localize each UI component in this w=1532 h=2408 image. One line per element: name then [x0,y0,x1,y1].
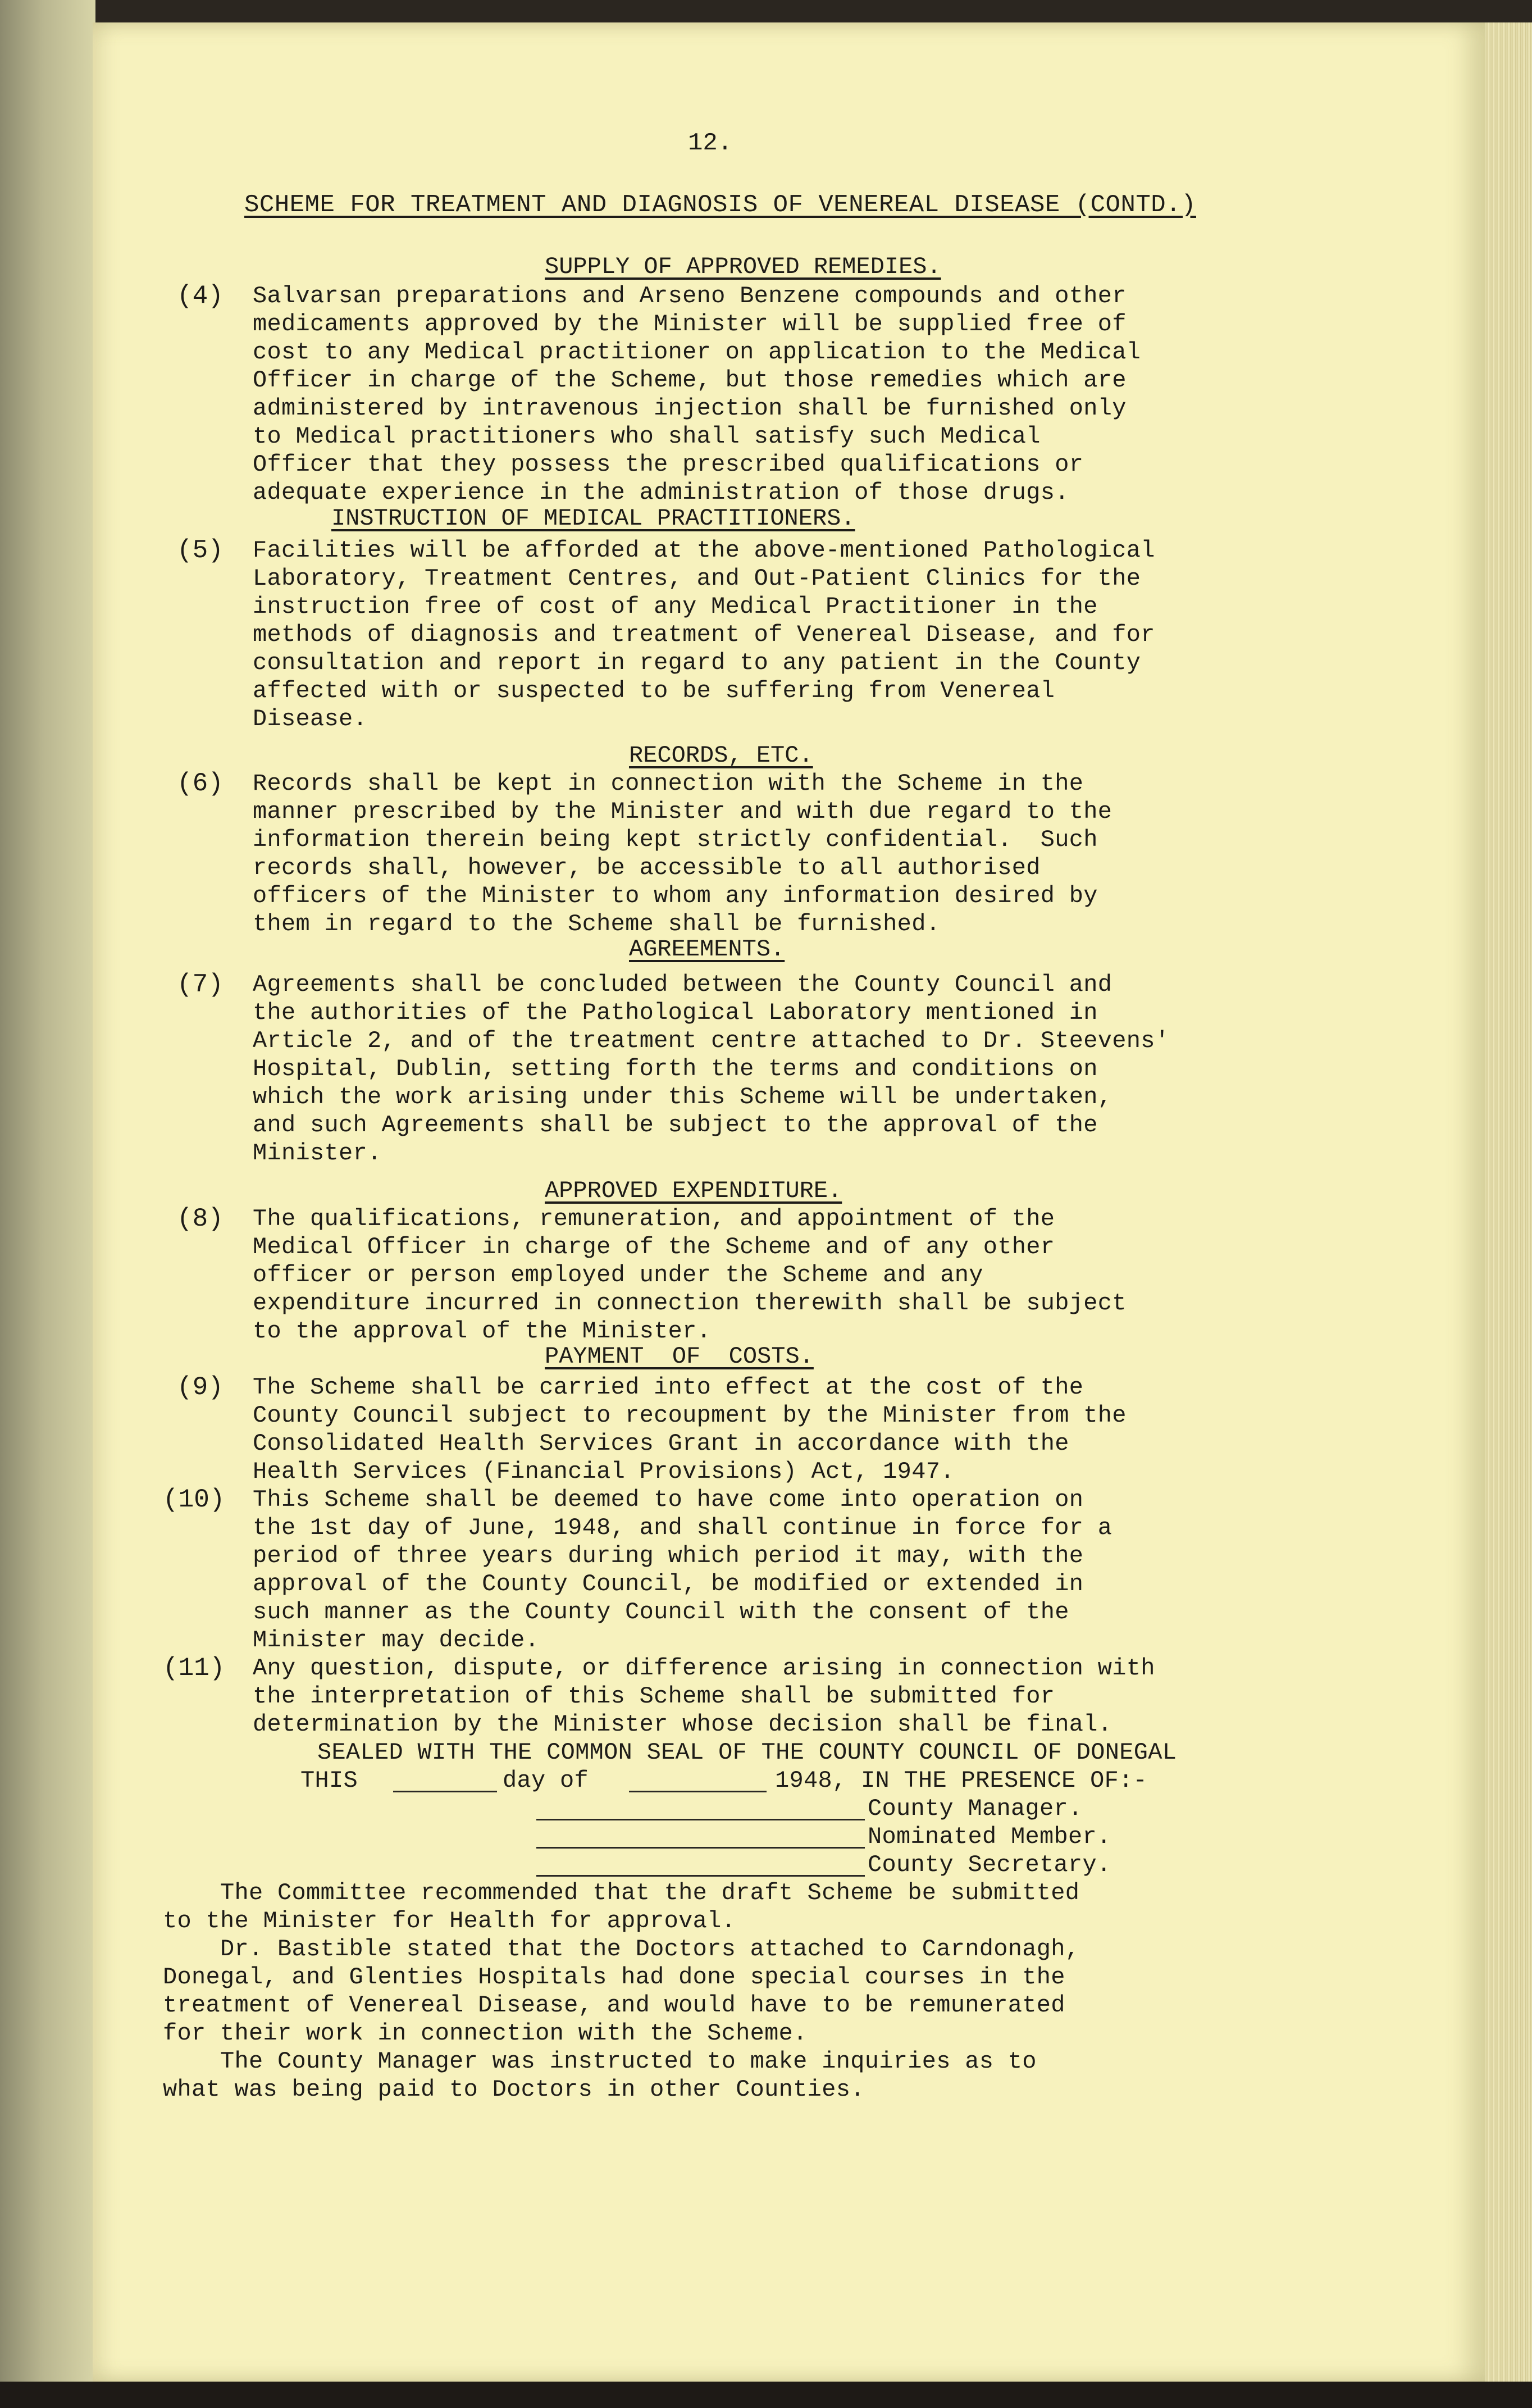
text-line: the interpretation of this Scheme shall be submitted for [253,1683,1055,1710]
blank-month [629,1791,767,1792]
section-number-4: (4) [177,281,224,311]
text-line: manner prescribed by the Minister and with due regard to the [253,798,1112,825]
closing-line: Donegal, and Glenties Hospitals had done special courses in the [163,1964,1065,1991]
text-line: Any question, dispute, or difference arising in connection with [253,1655,1155,1682]
text-line: and such Agreements shall be subject to the approval of the [253,1112,1098,1139]
text-line: expenditure incurred in connection therewith shall be subject [253,1290,1127,1317]
section-heading-records: RECORDS, ETC. [629,742,813,769]
signature-member-label: Nominated Member. [868,1823,1111,1850]
seal-line: SEALED WITH THE COMMON SEAL OF THE COUNTY COUNCIL OF DONEGAL [317,1739,1177,1766]
text-line: This Scheme shall be deemed to have come into operation on [253,1486,1084,1513]
document-page [93,22,1485,2382]
text-line: which the work arising under this Scheme will be undertaken, [253,1084,1112,1110]
text-line: Health Services (Financial Provisions) Act, 1947. [253,1458,955,1485]
text-line: affected with or suspected to be suffering from Venereal [253,677,1055,704]
text-line: determination by the Minister whose decision shall be final. [253,1711,1112,1738]
closing-line: The Committee recommended that the draft Scheme be submitted [163,1879,1080,1906]
text-line: Officer in charge of the Scheme, but those remedies which are [253,367,1127,394]
section-number-11: (11) [163,1654,225,1683]
closing-line: for their work in connection with the Scheme. [163,2020,808,2047]
text-line: approval of the County Council, be modified or extended in [253,1571,1084,1597]
closing-line: Dr. Bastible stated that the Doctors attached to Carndonagh, [163,1936,1080,1963]
section-number-8: (8) [177,1204,224,1233]
text-line: records shall, however, be accessible to all authorised [253,854,1041,881]
text-line: medicaments approved by the Minister will be supplied free of [253,311,1127,338]
text-line: The qualifications, remuneration, and appointment of the [253,1205,1055,1232]
text-line: to Medical practitioners who shall satisfy such Medical [253,423,1041,450]
text-line: information therein being kept strictly confidential. Such [253,826,1098,853]
section-number-10: (10) [163,1485,225,1514]
section-number-5: (5) [177,536,224,565]
section-heading-instruction: INSTRUCTION OF MEDICAL PRACTITIONERS. [331,505,855,532]
seal-this: THIS [300,1767,358,1794]
seal-year-presence: 1948, IN THE PRESENCE OF:- [775,1767,1148,1794]
section-heading-payment: PAYMENT OF COSTS. [545,1343,814,1370]
closing-line: The County Manager was instructed to make inquiries as to [163,2048,1037,2075]
text-line: methods of diagnosis and treatment of Venereal Disease, and for [253,621,1155,648]
text-line: to the approval of the Minister. [253,1318,712,1345]
signature-line-member [536,1847,865,1849]
signature-line-secretary [536,1875,865,1877]
blank-day [393,1791,497,1792]
text-line: Article 2, and of the treatment centre attached to Dr. Steevens' [253,1027,1170,1054]
closing-line: treatment of Venereal Disease, and would have to be remunerated [163,1992,1065,2019]
book-binding-left [0,0,95,2408]
text-line: officer or person employed under the Scheme and any [253,1262,983,1289]
section-number-7: (7) [177,970,224,999]
text-line: Consolidated Health Services Grant in accordance with the [253,1430,1069,1457]
text-line: Hospital, Dublin, setting forth the terms and conditions on [253,1055,1098,1082]
text-line: Laboratory, Treatment Centres, and Out-Patient Clinics for the [253,565,1141,592]
signature-line-manager [536,1819,865,1820]
page-number: 12. [688,129,733,157]
text-line: Minister. [253,1140,382,1167]
page-title: SCHEME FOR TREATMENT AND DIAGNOSIS OF VENEREAL DISEASE (CONTD.) [244,191,1196,219]
text-line: consultation and report in regard to any patient in the County [253,649,1141,676]
section-number-6: (6) [177,769,224,798]
text-line: cost to any Medical practitioner on application to the Medical [253,339,1141,366]
book-page-edges [1485,22,1532,2393]
text-line: Records shall be kept in connection with the Scheme in the [253,770,1084,797]
text-line: Medical Officer in charge of the Scheme and of any other [253,1233,1055,1260]
signature-manager-label: County Manager. [868,1795,1083,1822]
text-line: administered by intravenous injection shall be furnished only [253,395,1127,422]
text-line: such manner as the County Council with the consent of the [253,1599,1069,1626]
section-heading-supply: SUPPLY OF APPROVED REMEDIES. [545,253,941,280]
text-line: The Scheme shall be carried into effect at the cost of the [253,1374,1084,1401]
text-line: period of three years during which period it may, with the [253,1542,1084,1569]
closing-line: to the Minister for Health for approval. [163,1908,736,1934]
text-line: Agreements shall be concluded between the County Council and [253,971,1112,998]
closing-line: what was being paid to Doctors in other Counties. [163,2076,865,2103]
section-heading-agreements: AGREEMENTS. [629,936,785,963]
text-line: adequate experience in the administration of those drugs. [253,479,1069,506]
text-line: County Council subject to recoupment by the Minister from the [253,1402,1127,1429]
text-line: instruction free of cost of any Medical Practitioner in the [253,593,1098,620]
text-line: them in regard to the Scheme shall be furnished. [253,911,941,937]
signature-secretary-label: County Secretary. [868,1851,1111,1878]
scan-bottom-edge [0,2382,1532,2408]
text-line: Salvarsan preparations and Arseno Benzene compounds and other [253,283,1127,309]
seal-day-of: day of [503,1767,589,1794]
text-line: Disease. [253,705,368,732]
section-number-9: (9) [177,1373,224,1402]
page-text [93,22,1485,2382]
text-line: Facilities will be afforded at the above-mentioned Pathological [253,537,1155,564]
text-line: the 1st day of June, 1948, and shall continue in force for a [253,1514,1112,1541]
text-line: Minister may decide. [253,1627,540,1654]
section-heading-expenditure: APPROVED EXPENDITURE. [545,1177,842,1204]
text-line: Officer that they possess the prescribed qualifications or [253,451,1084,478]
text-line: officers of the Minister to whom any information desired by [253,882,1098,909]
text-line: the authorities of the Pathological Laboratory mentioned in [253,999,1098,1026]
